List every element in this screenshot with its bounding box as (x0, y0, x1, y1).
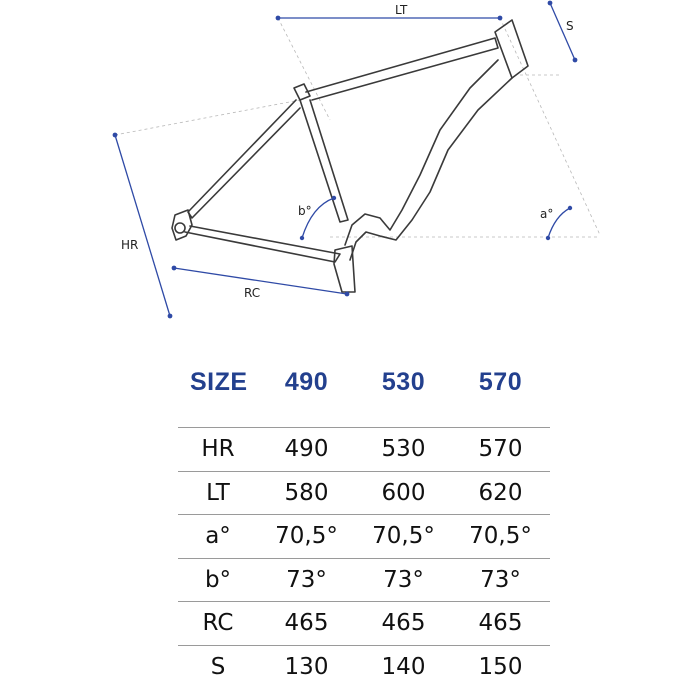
bike-frame (172, 20, 528, 292)
cell: 70,5° (372, 523, 435, 550)
lt-label: LT (395, 3, 408, 17)
b-angle-marker (298, 196, 336, 240)
row-label: a° (205, 523, 231, 550)
cell: 570 (478, 436, 523, 463)
s-label: S (566, 19, 574, 33)
size-570-header: 570 (478, 367, 523, 396)
row-label: HR (201, 436, 235, 463)
table-row (178, 558, 550, 602)
cell: 465 (284, 610, 329, 637)
table-row (178, 427, 550, 471)
a-angle-label: a° (540, 207, 554, 221)
guide-line (500, 18, 600, 235)
lt-dimension (276, 3, 503, 20)
table-row (178, 645, 550, 689)
size-530-header: 530 (381, 367, 426, 396)
cell: 73° (286, 566, 327, 593)
table-header (178, 360, 550, 404)
cell: 150 (478, 653, 523, 680)
cell: 70,5° (469, 523, 532, 550)
cell: 465 (381, 610, 426, 637)
cell: 490 (284, 436, 329, 463)
row-label: S (210, 653, 226, 680)
cell: 600 (381, 479, 426, 506)
cell: 465 (478, 610, 523, 637)
cell: 70,5° (275, 523, 338, 550)
guide-line (278, 18, 330, 120)
cell: 130 (284, 653, 329, 680)
size-490-header: 490 (284, 367, 329, 396)
table-row (178, 601, 550, 645)
row-label: RC (202, 610, 234, 637)
a-angle-marker (540, 206, 572, 240)
hr-dimension (113, 133, 173, 319)
cell: 73° (480, 566, 521, 593)
geometry-table (178, 360, 550, 688)
rc-dimension (172, 266, 350, 300)
cell: 620 (478, 479, 523, 506)
cell: 530 (381, 436, 426, 463)
row-label: b° (204, 566, 232, 593)
guide-line (115, 100, 300, 135)
frame-geometry-diagram (0, 0, 700, 330)
s-dimension (548, 1, 578, 63)
rc-label: RC (244, 286, 261, 300)
table-row (178, 471, 550, 515)
size-header: SIZE (190, 367, 248, 396)
cell: 73° (383, 566, 424, 593)
cell: 580 (284, 479, 329, 506)
row-label: LT (206, 479, 230, 506)
table-row (178, 514, 550, 558)
cell: 140 (381, 653, 426, 680)
b-angle-label: b° (298, 204, 312, 218)
hr-label: HR (121, 238, 139, 252)
